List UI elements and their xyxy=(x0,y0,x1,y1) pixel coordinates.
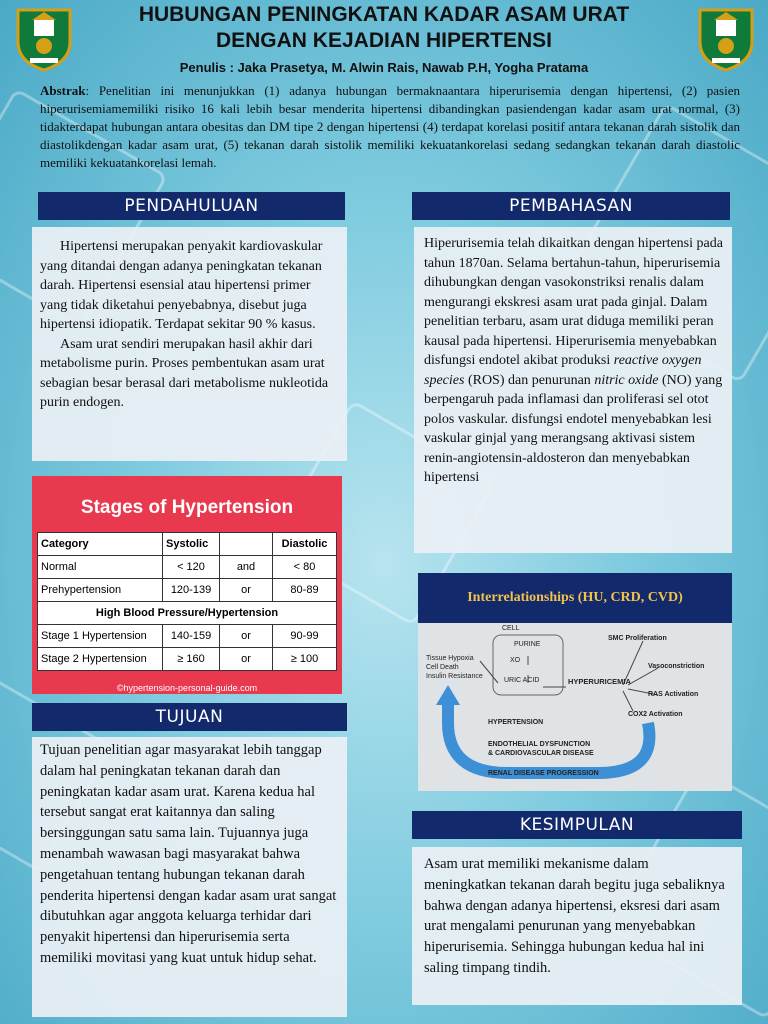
diagram-cox: COX2 Activation xyxy=(628,711,683,718)
tujuan-panel xyxy=(32,737,347,1017)
table-cell: Stage 1 Hypertension xyxy=(38,625,163,648)
diagram-renal: RENAL DISEASE PROGRESSION xyxy=(488,770,599,777)
table-header-cell: Diastolic xyxy=(273,533,337,556)
pendahuluan-paragraph-1: Hipertensi merupakan penyakit kardiovaskular yang ditandai dengan adanya peningkatan tekanan darah. Hipertensi esensial atau hipertensi primer yang tidak diketahui penyebabnya, disebut juga hipertensi idiopatik. Terdapat sekitar 90 % kasus. xyxy=(40,239,323,332)
pembahasan-italic-no: nitric oxide xyxy=(594,372,659,388)
diagram-hyperuricemia: HYPERURICEMIA xyxy=(568,677,631,686)
table-header-cell: Category xyxy=(38,533,163,556)
diagram-purine: PURINE xyxy=(514,641,541,648)
table-cell: ≥ 100 xyxy=(273,648,337,671)
diagram-smc: SMC Proliferation xyxy=(608,635,667,642)
abstract-text: : Penelitian ini menunjukkan (1) adanya hubungan bermaknaantara hiperurisemia dengan hipertensi, (2) pasien hiperurisemiamemiliki risiko 16 kali lebih besar menderita hipertensi dibandingkan pasiendengan kadar asam urat normal, (3) tidakterdapat hubungan antara obesitas dan DM tipe 2 dengan hipertensi (4) terdapat korelasi positif antara tekanan darah sistolik dan diastolikdengan kadar asam urat, (5) tekanan darah sistolik memiliki kekuatankorelasi sedang sedangkan tekanan darah diastolic memiliki kekuatankorelasi lemah. xyxy=(40,83,740,170)
title-line-1: HUBUNGAN PENINGKATAN KADAR ASAM URAT xyxy=(138,3,630,26)
diagram-uric-acid: URIC ACID xyxy=(504,677,540,684)
pembahasan-panel xyxy=(414,227,732,553)
tujuan-text: Tujuan penelitian agar masyarakat lebih tanggap dalam hal peningkatan tekanan darah dan peningkatan kadar asam urat. Karena kedua hal tersebut sangat erat kaitannya dan saling bersinggungan satu sama lain. Tujuannya juga menambah wawasan bagi masyarakat bahwa pengetahuan tentang hubungan tekanan darah penderita hipertensi dengan kadar asam urat sangat dibutuhkan agar anggota keluarga terhidar dari penyakit hipertensi dan hiperurisemia serta memiliki movitasi yang kuat untuk hidup sehat. xyxy=(40,742,337,966)
pembahasan-text-part: Hiperurisemia telah dikaitkan dengan hipertensi pada tahun 1870an. Selama bertahun-tahun, hiperurisemia dihubungkan dengan vasokonstriksi renalis dalam mengurangi ekskresi asam urat pada ginjal. Dalam penelitian terbaru, asam urat diduga memiliki peran kausal pada hipertensi. Hiperurisemia menyebabkan disfungsi endotel akibat produksi xyxy=(424,236,723,368)
kesimpulan-panel xyxy=(412,847,742,1005)
diagram-title: Interrelationships (HU, CRD, CVD) xyxy=(418,573,732,623)
authors: Penulis : Jaka Prasetya, M. Alwin Rais, Nawab P.H, Yogha Pratama xyxy=(179,60,589,75)
table-cell: < 80 xyxy=(273,556,337,579)
table-cell: Normal xyxy=(38,556,163,579)
table-cell: 80-89 xyxy=(273,579,337,602)
table-subheading-row xyxy=(38,602,337,625)
poster-title xyxy=(120,2,648,54)
table-row xyxy=(38,625,337,648)
diagram-hypertension: HYPERTENSION xyxy=(488,719,544,726)
pembahasan-heading: PEMBAHASAN xyxy=(412,192,730,220)
table-row xyxy=(38,556,337,579)
right-emblem-logo xyxy=(696,6,756,72)
table-cell: < 120 xyxy=(163,556,220,579)
stages-title: Stages of Hypertension xyxy=(80,497,294,518)
table-header-row xyxy=(38,533,337,556)
interrelationships-diagram xyxy=(418,573,732,791)
pembahasan-text-part: (ROS) dan penurunan xyxy=(464,372,595,388)
pembahasan-text xyxy=(424,234,724,488)
table-cell: Stage 2 Hypertension xyxy=(38,648,163,671)
table-cell: and xyxy=(220,556,273,579)
kesimpulan-text: Asam urat memiliki mekanisme dalam meningkatkan tekanan darah begitu juga sebaliknya bahwa dengan adanya hipertensi, eksresi dari asam urat mengalami penurunan yang menyebabkan hiperurisemia. Sehingga hubungan kedua hal ini saling timpang tindih. xyxy=(424,856,725,976)
diagram-ras: RAS Activation xyxy=(648,691,699,698)
left-emblem-logo xyxy=(14,6,74,72)
table-cell: 90-99 xyxy=(273,625,337,648)
pendahuluan-heading: PENDAHULUAN xyxy=(38,192,345,220)
table-cell: 140-159 xyxy=(163,625,220,648)
pendahuluan-paragraph-2: Asam urat sendiri merupakan hasil akhir dari metabolisme purin. Proses pembentukan asam urat sebagian besar berasal dari metabolisme nukleotida purin endogen. xyxy=(40,336,329,410)
diagram-endo-1: ENDOTHELIAL DYSFUNCTION xyxy=(488,741,591,748)
table-subheading: High Blood Pressure/Hypertension xyxy=(38,602,337,625)
abstract-label: Abstrak xyxy=(40,83,86,98)
table-header-cell xyxy=(220,533,273,556)
pendahuluan-panel xyxy=(32,227,347,461)
table-cell: or xyxy=(220,648,273,671)
tujuan-heading: TUJUAN xyxy=(32,703,347,731)
diagram-arrows xyxy=(418,623,732,791)
table-row xyxy=(38,579,337,602)
diagram-tissue-3: Insulin Resistance xyxy=(426,673,483,680)
pembahasan-italic-ros: reactive oxygen species xyxy=(424,353,702,388)
stages-table xyxy=(37,532,337,671)
table-cell: 120-139 xyxy=(163,579,220,602)
table-cell: Prehypertension xyxy=(38,579,163,602)
stages-footer: ©hypertension-personal-guide.com xyxy=(116,683,258,693)
table-header-cell: Systolic xyxy=(163,533,220,556)
diagram-tissue-1: Tissue Hypoxia xyxy=(426,655,474,662)
diagram-tissue-2: Cell Death xyxy=(426,664,459,671)
diagram-cell: CELL xyxy=(502,625,520,632)
diagram-endo-2: & CARDIOVASCULAR DISEASE xyxy=(488,750,594,757)
diagram-xo: XO xyxy=(510,657,521,664)
diagram-vaso: Vasoconstriction xyxy=(648,663,705,670)
kesimpulan-heading: KESIMPULAN xyxy=(412,811,742,839)
table-cell: or xyxy=(220,625,273,648)
table-cell: or xyxy=(220,579,273,602)
title-line-2: DENGAN KEJADIAN HIPERTENSI xyxy=(215,29,553,52)
abstract xyxy=(40,82,740,172)
table-row xyxy=(38,648,337,671)
pembahasan-text-part: (NO) yang berpengaruh pada inflamasi dan proliferasi sel otot polos vaskular. disfungsi endotel menyebabkan lesi vaskular ginjal yang merangsang aktivasi sistem renin-angiotensin-aldosteron dan menyebabkan hipertensi xyxy=(424,372,723,485)
table-cell: ≥ 160 xyxy=(163,648,220,671)
stages-of-hypertension-figure xyxy=(32,476,342,694)
